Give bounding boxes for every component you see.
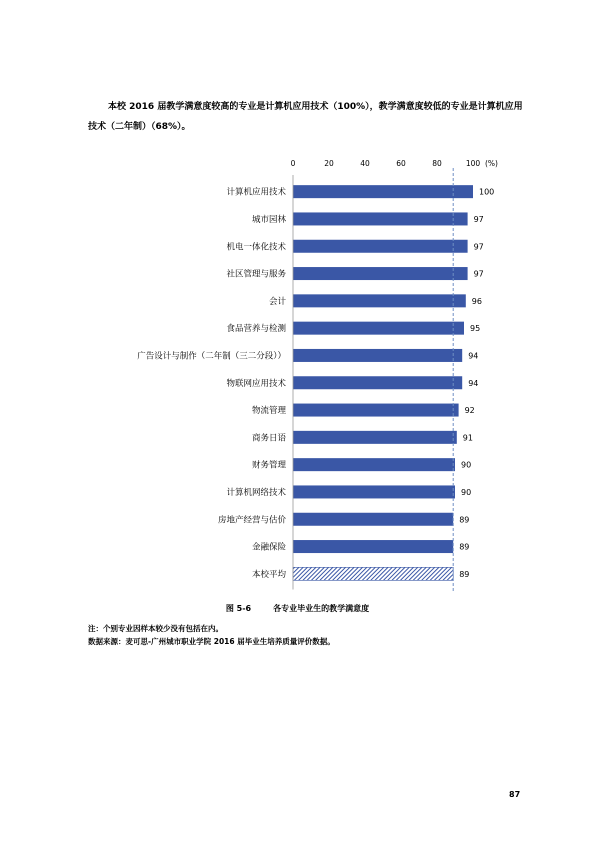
bar (293, 485, 455, 498)
bar (293, 540, 453, 553)
value-label: 94 (468, 351, 479, 361)
value-label: 89 (459, 542, 470, 552)
category-label: 食品营养与检测 (226, 324, 286, 335)
bar (293, 267, 468, 280)
bar (293, 294, 466, 307)
bar (293, 322, 464, 335)
x-tick-label: 0 (290, 159, 296, 168)
bar (293, 185, 473, 198)
category-label: 物流管理 (251, 406, 286, 417)
value-label: 97 (473, 269, 484, 279)
value-label: 91 (462, 433, 473, 443)
figure-number: 图 5-6 (225, 604, 252, 613)
category-label: 金融保险 (251, 542, 286, 553)
intro-text: 本校 2016 届教学满意度较高的专业是计算机应用技术（100%），教学满意度较低的专业是计算机应用技术（二年制）（68%）。 (88, 102, 523, 132)
bar (293, 212, 468, 225)
x-tick-label: 20 (324, 159, 334, 168)
value-label: 92 (464, 406, 475, 416)
value-label: 97 (473, 214, 484, 224)
unit-label: (%) (485, 159, 498, 168)
bar (293, 431, 457, 444)
value-label: 89 (459, 569, 470, 579)
figure-caption (0, 603, 595, 614)
value-label: 100 (479, 187, 495, 197)
category-label: 商务日语 (251, 433, 286, 444)
category-label: 物联网应用技术 (226, 378, 286, 389)
note-source: 数据来源：麦可思-广州城市职业学院 2016 届毕业生培养质量评价数据。 (88, 637, 335, 646)
category-label: 本校平均 (251, 569, 286, 580)
category-label: 计算机网络技术 (226, 487, 286, 498)
x-tick-label: 60 (396, 159, 406, 168)
category-label: 机电一体化技术 (226, 242, 286, 253)
value-label: 95 (470, 324, 481, 334)
category-label: 社区管理与服务 (226, 269, 286, 280)
value-label: 96 (471, 296, 482, 306)
page-number: 87 (509, 790, 521, 799)
value-label: 94 (468, 378, 479, 388)
x-tick-label: 40 (360, 159, 370, 168)
category-label: 计算机应用技术 (226, 187, 286, 198)
x-tick-label: 80 (432, 159, 442, 168)
note-sample: 注：个别专业因样本较少没有包括在内。 (88, 624, 223, 633)
bar (293, 458, 455, 471)
figure-title: 各专业毕业生的教学满意度 (273, 604, 370, 613)
category-label: 财务管理 (251, 460, 286, 471)
notes (88, 622, 335, 648)
category-label: 城市园林 (251, 214, 286, 225)
bar (293, 349, 462, 362)
value-label: 89 (459, 515, 470, 525)
value-label: 90 (461, 487, 472, 497)
value-label: 90 (461, 460, 472, 470)
average-bar (293, 567, 453, 580)
value-label: 97 (473, 242, 484, 252)
category-label: 会计 (268, 296, 286, 307)
bar (293, 513, 453, 526)
category-label: 房地产经营与估价 (217, 515, 286, 526)
x-tick-label: 100 (465, 159, 481, 168)
bar (293, 376, 462, 389)
bar (293, 240, 468, 253)
bar (293, 404, 459, 417)
category-label: 广告设计与制作（二年制（三二分段）） (137, 351, 286, 362)
